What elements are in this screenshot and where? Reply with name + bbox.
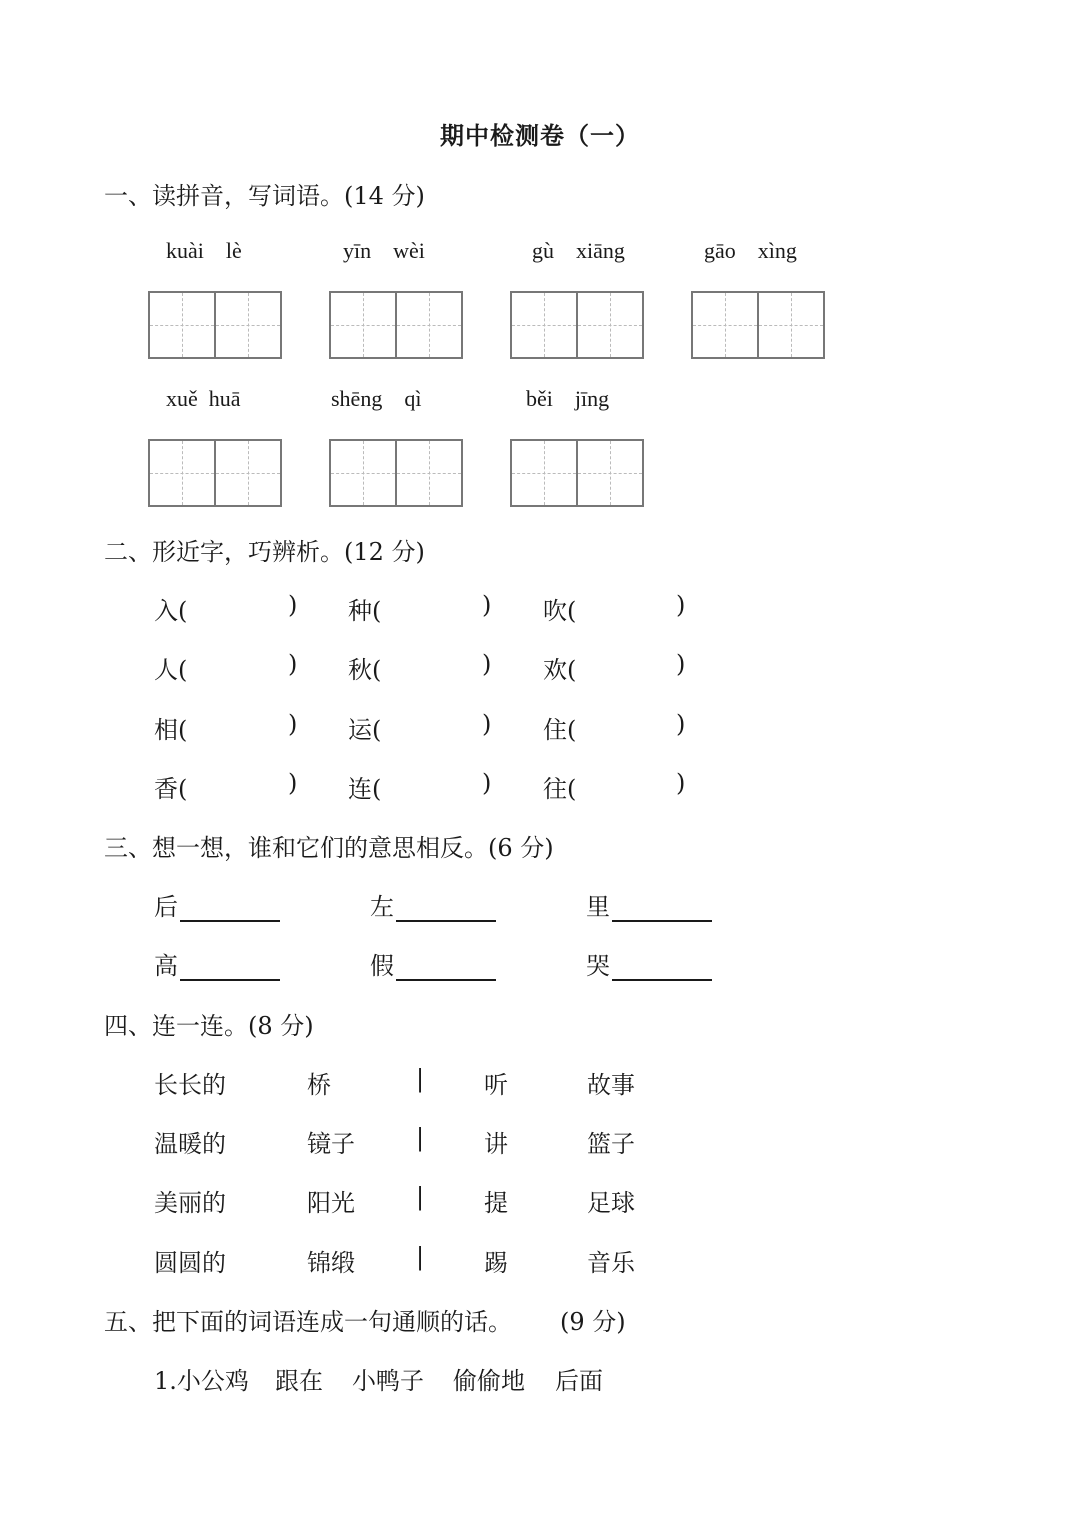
similar-char-1-1: 入(	[154, 597, 188, 625]
antonym-char: 里	[586, 893, 610, 921]
similar-char-2-2: 秋(	[348, 656, 382, 684]
match-item-1-2[interactable]: 桥	[307, 1071, 331, 1099]
match-item-2-2[interactable]: 镜子	[307, 1130, 355, 1158]
match-item-2-4[interactable]: 篮子	[587, 1130, 635, 1158]
answer-blank[interactable]	[612, 957, 712, 981]
match-item-1-1[interactable]: 长长的	[154, 1071, 226, 1099]
paren-close-4-2: )	[482, 769, 492, 797]
match-item-3-2[interactable]: 阳光	[307, 1189, 355, 1217]
match-item-1-3[interactable]: 听	[484, 1071, 508, 1099]
paren-close-3-2: )	[482, 710, 492, 738]
antonym-char: 哭	[586, 952, 610, 980]
answer-blank[interactable]	[180, 957, 280, 981]
section-5-heading: 五、把下面的词语连成一句通顺的话。	[104, 1308, 512, 1336]
similar-char-4-3: 往(	[543, 775, 577, 803]
match-item-2-1[interactable]: 温暖的	[154, 1130, 226, 1158]
pinyin-6: shēng qì	[331, 386, 422, 411]
match-item-3-1[interactable]: 美丽的	[154, 1189, 226, 1217]
section-1-heading: 一、读拼音，写词语。(14 分)	[104, 182, 425, 210]
writing-grid-2[interactable]	[329, 291, 463, 359]
paren-close-2-2: )	[482, 650, 492, 678]
paren-close-3-3: )	[676, 710, 686, 738]
column-separator: |	[416, 1243, 425, 1271]
antonym-char: 左	[370, 893, 394, 921]
antonym-item-1-1	[154, 887, 280, 922]
antonym-item-1-2	[370, 887, 496, 922]
column-separator: |	[416, 1065, 425, 1093]
antonym-item-2-3	[586, 946, 712, 981]
pinyin-1: kuài lè	[166, 238, 242, 263]
match-item-2-3[interactable]: 讲	[484, 1130, 508, 1158]
pinyin-2: yīn wèi	[343, 238, 425, 263]
antonym-char: 假	[370, 952, 394, 980]
section-3-heading: 三、想一想，谁和它们的意思相反。(6 分)	[104, 834, 554, 862]
pinyin-5: xuě huā	[166, 386, 241, 411]
paren-close-2-3: )	[676, 650, 686, 678]
answer-blank[interactable]	[396, 898, 496, 922]
writing-grid-1[interactable]	[148, 291, 282, 359]
similar-char-4-1: 香(	[154, 775, 188, 803]
similar-char-3-1: 相(	[154, 716, 188, 744]
paren-close-1-1: )	[288, 591, 298, 619]
antonym-item-1-3	[586, 887, 712, 922]
writing-grid-5[interactable]	[148, 439, 282, 507]
writing-grid-6[interactable]	[329, 439, 463, 507]
q1-word-3: 小鸭子	[352, 1367, 424, 1395]
antonym-item-2-1	[154, 946, 280, 981]
answer-blank[interactable]	[180, 898, 280, 922]
pinyin-4: gāo xìng	[704, 238, 797, 263]
column-separator: |	[416, 1124, 425, 1152]
section-5-score: (9 分)	[560, 1308, 626, 1336]
match-item-3-4[interactable]: 足球	[587, 1189, 635, 1217]
page-title: 期中检测卷（一）	[440, 121, 640, 150]
pinyin-3: gù xiāng	[532, 238, 625, 263]
paren-close-3-1: )	[288, 710, 298, 738]
q1-word-2: 跟在	[275, 1367, 323, 1395]
section-2-heading: 二、形近字，巧辨析。(12 分)	[104, 538, 425, 566]
paren-close-1-3: )	[676, 591, 686, 619]
writing-grid-3[interactable]	[510, 291, 644, 359]
similar-char-2-1: 人(	[154, 656, 188, 684]
antonym-char: 高	[154, 952, 178, 980]
paren-close-2-1: )	[288, 650, 298, 678]
similar-char-3-3: 住(	[543, 716, 577, 744]
pinyin-7: běi jīng	[526, 386, 610, 411]
paren-close-4-1: )	[288, 769, 298, 797]
antonym-char: 后	[154, 893, 178, 921]
similar-char-3-2: 运(	[348, 716, 382, 744]
match-item-4-3[interactable]: 踢	[484, 1249, 508, 1277]
match-item-4-4[interactable]: 音乐	[587, 1249, 635, 1277]
antonym-item-2-2	[370, 946, 496, 981]
q1-word-4: 偷偷地	[453, 1367, 525, 1395]
q1-word-5: 后面	[555, 1367, 603, 1395]
similar-char-4-2: 连(	[348, 775, 382, 803]
similar-char-1-3: 吹(	[543, 597, 577, 625]
answer-blank[interactable]	[612, 898, 712, 922]
paren-close-1-2: )	[482, 591, 492, 619]
match-item-1-4[interactable]: 故事	[587, 1071, 635, 1099]
match-item-4-1[interactable]: 圆圆的	[154, 1249, 226, 1277]
similar-char-2-3: 欢(	[543, 656, 577, 684]
similar-char-1-2: 种(	[348, 597, 382, 625]
answer-blank[interactable]	[396, 957, 496, 981]
match-item-3-3[interactable]: 提	[484, 1189, 508, 1217]
q1-word-1: 1.小公鸡	[154, 1367, 249, 1395]
writing-grid-7[interactable]	[510, 439, 644, 507]
section-4-heading: 四、连一连。(8 分)	[104, 1012, 314, 1040]
writing-grid-4[interactable]	[691, 291, 825, 359]
match-item-4-2[interactable]: 锦缎	[307, 1249, 355, 1277]
paren-close-4-3: )	[676, 769, 686, 797]
column-separator: |	[416, 1183, 425, 1211]
